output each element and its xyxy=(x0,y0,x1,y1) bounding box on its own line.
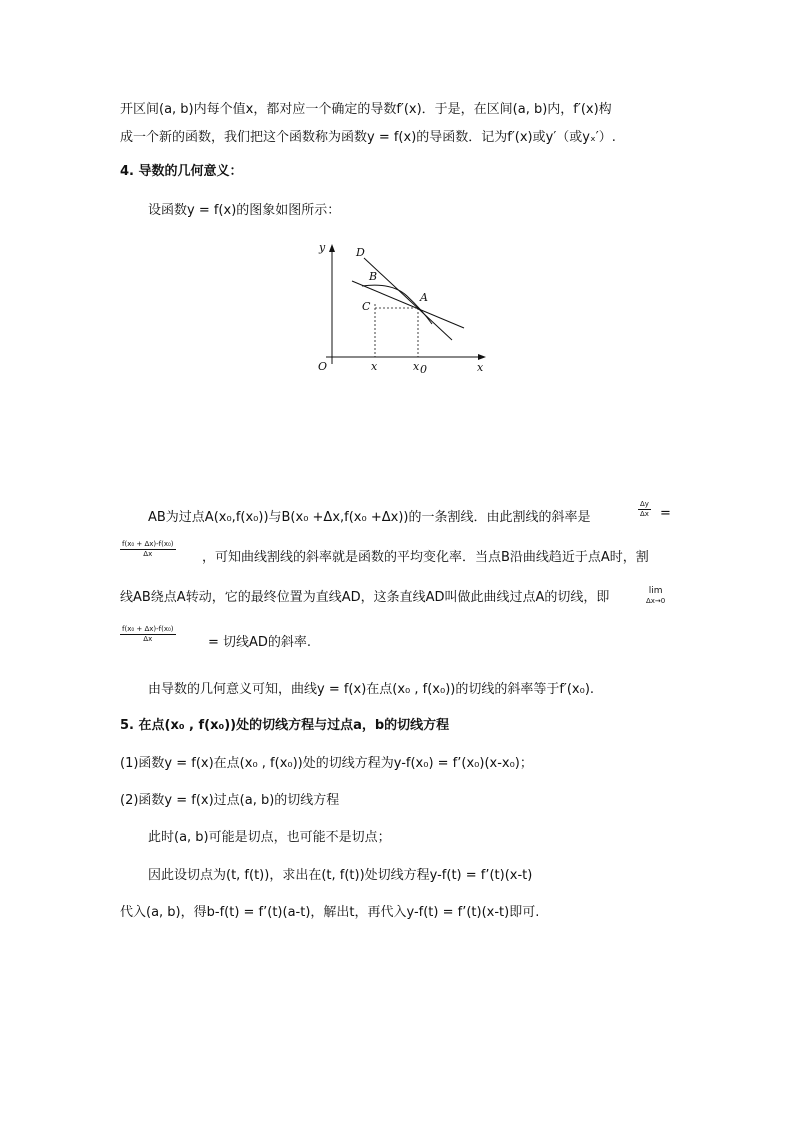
tick-x-label: x xyxy=(371,360,378,373)
tangent-ad xyxy=(364,258,452,340)
secant-description: AB为过点A(x₀,f(x₀))与B(x₀ +Δx,f(x₀ +Δx))的一条割线．由此割线的斜率是 xyxy=(148,510,591,525)
origin-label: O xyxy=(318,360,328,373)
delta-fraction-denominator: Δx xyxy=(640,510,649,518)
limit-notation xyxy=(646,586,665,606)
point-b-label: B xyxy=(369,270,378,283)
x-axis-label: x xyxy=(477,361,484,374)
point-a-label: A xyxy=(420,291,428,304)
paragraph-line: 开区间(a, b)内每个值x，都对应一个确定的导数f′(x)．于是，在区间(a, b)内，f′(x)构 xyxy=(120,102,612,117)
delta-fraction xyxy=(638,500,651,519)
limit-word: lim xyxy=(648,586,663,596)
limit-condition: Δx→0 xyxy=(646,597,666,605)
limit-fraction xyxy=(120,625,176,644)
section-heading-4: 4. 导数的几何意义： xyxy=(120,164,243,179)
item-2: (2)函数y = f(x)过点(a, b)的切线方程 xyxy=(120,793,340,808)
delta-fraction-numerator: Δy xyxy=(640,500,649,508)
limit-fraction-numerator: f(x₀ + Δx)-f(x₀) xyxy=(122,625,174,633)
y-axis-label: y xyxy=(319,241,326,254)
tangent-slope-text: = 切线AD的斜率. xyxy=(208,635,312,650)
equals-sign: = xyxy=(660,506,671,521)
difference-quotient-numerator: f(x₀ + Δx)-f(x₀) xyxy=(122,540,174,548)
y-axis-arrow xyxy=(329,244,335,252)
tangent-description: 线AB绕点A转动，它的最终位置为直线AD，这条直线AD叫做此曲线过点A的切线，即 xyxy=(120,590,610,605)
difference-quotient-denominator: Δx xyxy=(143,550,153,558)
geometric-meaning-conclusion: 由导数的几何意义可知，曲线y = f(x)在点(x₀ , f(x₀))的切线的斜率等于f′(x₀). xyxy=(148,682,595,697)
section-heading-5: 5. 在点(x₀ , f(x₀))处的切线方程与过点a，b的切线方程 xyxy=(120,718,450,733)
derivative-geometry-figure xyxy=(312,236,492,376)
tick-x0-label: x xyxy=(413,360,420,373)
item-1: (1)函数y = f(x)在点(x₀ , f(x₀))处的切线方程为y-f(x₀) = f’(x₀)(x-x₀)； xyxy=(120,756,533,771)
tick-x0-subscript: 0 xyxy=(420,363,427,376)
average-rate-text: ，可知曲线割线的斜率就是函数的平均变化率．当点B沿曲线趋近于点A时，割 xyxy=(202,550,649,565)
limit-fraction-denominator: Δx xyxy=(143,635,153,643)
note-3: 代入(a, b)，得b-f(t) = f’(t)(a-t)，解出t，再代入y-f(t) = f’(t)(x-t)即可. xyxy=(120,905,540,920)
x-axis-arrow xyxy=(478,354,486,360)
note-1: 此时(a, b)可能是切点，也可能不是切点； xyxy=(148,830,391,845)
point-d-label: D xyxy=(356,246,365,259)
note-2: 因此设切点为(t, f(t))，求出在(t, f(t))处切线方程y-f(t) = f’(t)(x-t) xyxy=(148,868,533,883)
figure-intro: 设函数y = f(x)的图象如图所示： xyxy=(148,203,341,218)
paragraph-line: 成一个新的函数，我们把这个函数称为函数y = f(x)的导函数．记为f′(x)或y′（或yₓ′）. xyxy=(120,130,616,145)
difference-quotient-fraction xyxy=(120,540,176,559)
point-c-label: C xyxy=(362,300,371,313)
